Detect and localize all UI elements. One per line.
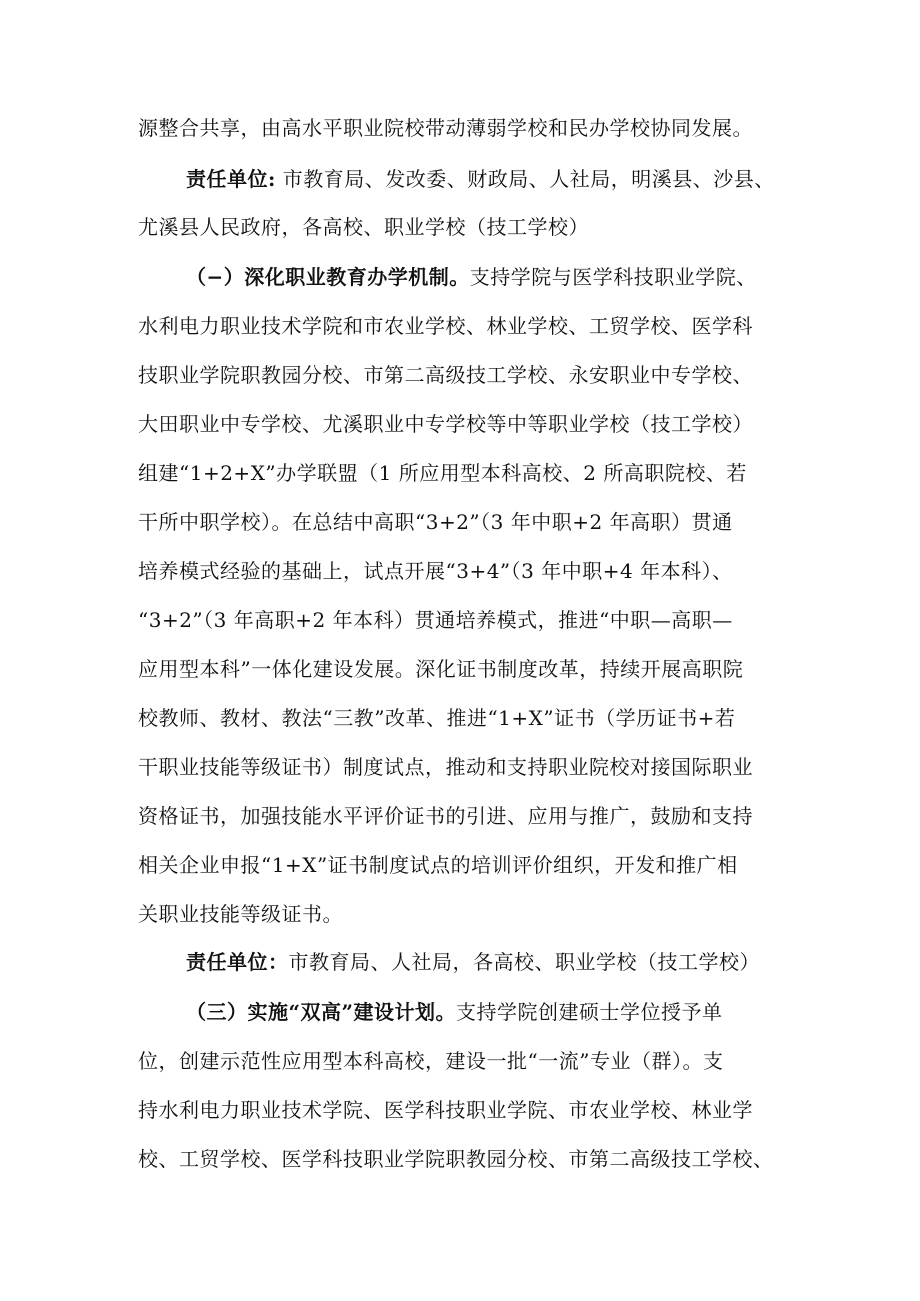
text-line: 组建“1+2+X”办学联盟（1 所应用型本科高校、2 所高职院校、若 (138, 461, 747, 485)
text-line: 资格证书，加强技能水平评价证书的引进、应用与推广，鼓励和支持 (138, 804, 753, 828)
text-line: 校、工贸学校、医学科技职业学院职教园分校、市第二高级技工学校、 (138, 1147, 774, 1171)
responsibility-text: 市教育局、人社局，各高校、职业学校（技工学校） (288, 950, 760, 974)
responsibility-line (186, 947, 760, 977)
section-text: 支持学院创建硕士学位授予单 (456, 1000, 723, 1024)
text-line: 应用型本科”一体化建设发展。深化证书制度改革，持续开展高职院 (138, 657, 744, 681)
responsibility-label: 责任单位： (186, 950, 289, 974)
text-line: 干职业技能等级证书）制度试点，推动和支持职业院校对接国际职业 (138, 755, 753, 779)
responsibility-label: 责任单位: (186, 167, 276, 191)
section-heading: （三）实施“双高”建设计划。 (186, 1000, 457, 1024)
section-heading-line (186, 262, 757, 292)
responsibility-text: 市教育局、发改委、财政局、人社局，明溪县、沙县、 (275, 167, 775, 191)
text-line: 持水利电力职业技术学院、医学科技职业学院、市农业学校、林业学 (138, 1098, 753, 1122)
text-line: 水利电力职业技术学院和市农业学校、林业学校、工贸学校、医学科 (138, 314, 753, 338)
section-heading-line (186, 997, 723, 1027)
section-text: 支持学院与医学科技职业学院、 (469, 265, 757, 289)
text-line: 校教师、教材、教法“三教”改革、推进“1+X”证书（学历证书+若 (138, 706, 736, 730)
text-line: 技职业学院职教园分校、市第二高级技工学校、永安职业中专学校、 (138, 363, 753, 387)
text-line: 相关企业申报“1+X”证书制度试点的培训评价组织，开发和推广相 (138, 853, 738, 877)
text-line: 干所中职学校）。在总结中高职“3+2”（3 年中职+2 年高职）贯通 (138, 510, 733, 534)
text-line: 尤溪县人民政府，各高校、职业学校（技工学校） (138, 215, 589, 239)
section-heading: （−）深化职业教育办学机制。 (186, 265, 470, 289)
text-line: 位，创建示范性应用型本科高校，建设一批“一流”专业（群）。支 (138, 1049, 724, 1073)
text-line: 关职业技能等级证书。 (138, 902, 343, 926)
text-line: “3+2”（3 年高职+2 年本科）贯通培养模式，推进“中职—高职— (138, 608, 733, 632)
text-line: 大田职业中专学校、尤溪职业中专学校等中等职业学校（技工学校） (138, 412, 753, 436)
text-line: 培养模式经验的基础上，试点开展“3+4”（3 年中职+4 年本科）、 (138, 559, 733, 583)
text-line: 源整合共享，由高水平职业院校带动薄弱学校和民办学校协同发展。 (138, 116, 753, 140)
responsibility-line (186, 164, 775, 194)
